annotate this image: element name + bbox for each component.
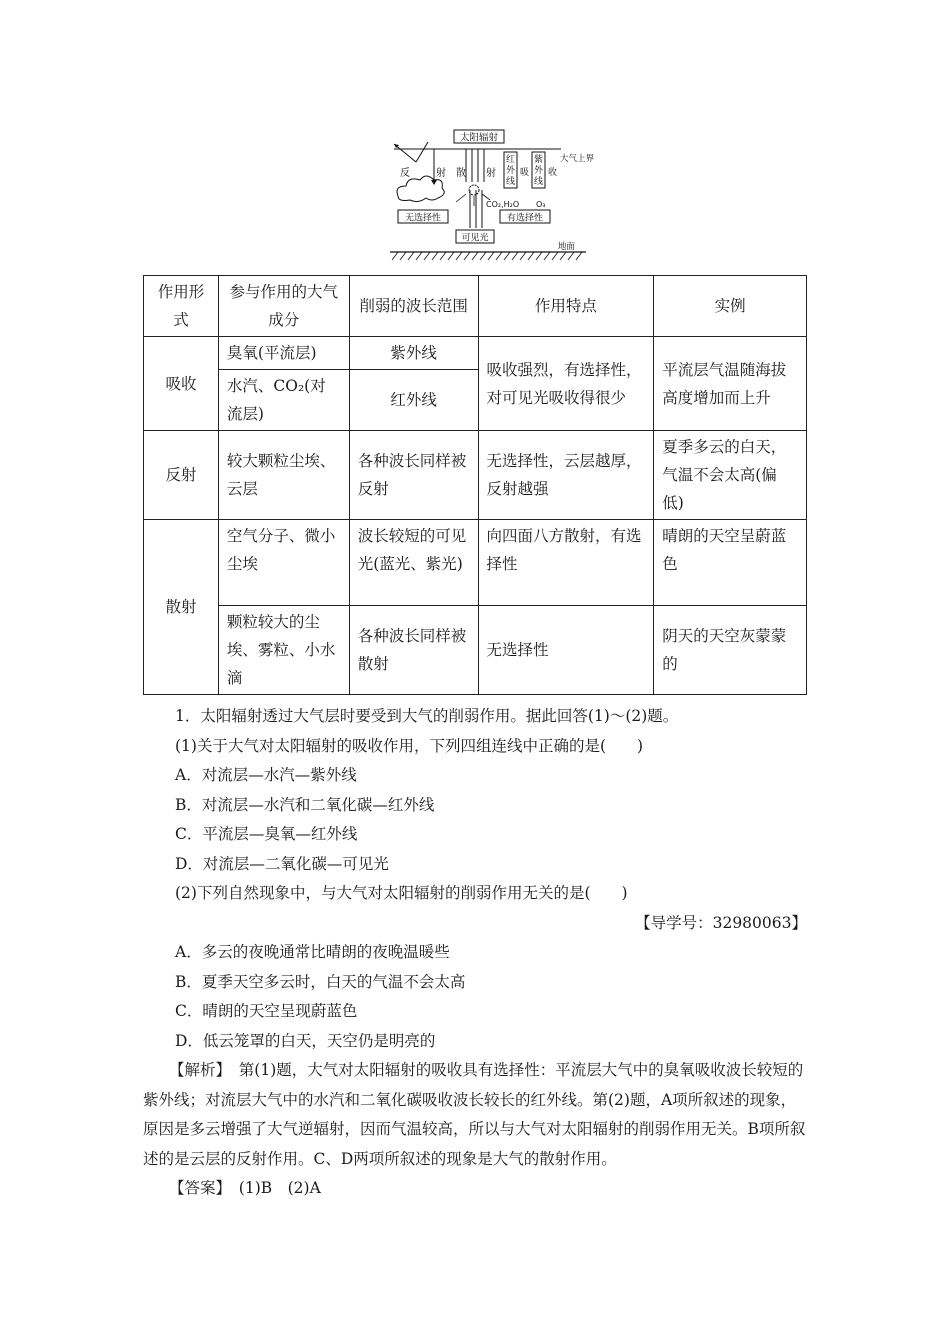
ground-hatch [392,252,582,260]
question-2: (2)下列自然现象中，与大气对太阳辐射的削弱作用无关的是( ) [175,884,628,902]
attenuation-table [143,275,807,695]
absorb-label-2: 收 [548,168,558,178]
scatter-label-1: 散 [456,168,466,179]
o3-label: O₃ [536,200,546,209]
svg-text:红: 红 [505,155,516,165]
scatter-wave-1: 波长较短的可见光(蓝光、紫光) [349,520,478,606]
question-stem: 1．太阳辐射透过大气层时要受到大气的削弱作用。据此回答(1)～(2)题。 [175,707,679,725]
scatter-example-1: 晴朗的天空呈蔚蓝色 [654,520,807,606]
absorb-comp-2: 水汽、CO₂(对流层) [218,370,349,431]
svg-text:紫: 紫 [533,155,544,165]
visible-label: 可见光 [461,233,489,244]
q1-option-a: A．对流层—水汽—紫外线 [175,766,357,784]
q2-option-c: C．晴朗的天空呈现蔚蓝色 [175,1002,358,1020]
question-1: (1)关于大气对太阳辐射的吸收作用，下列四组连线中正确的是( ) [175,736,644,755]
absorb-form: 吸收 [144,337,219,431]
absorb-wave-2: 红外线 [349,370,478,431]
header-feature: 作用特点 [478,276,654,337]
reflect-example: 夏季多云的白天，气温不会太高(偏低) [654,431,807,520]
table-row [144,431,807,520]
cloud-shape [397,176,444,202]
q1-option-c: C．平流层—臭氧—红外线 [175,825,358,843]
scatter-label-2: 射 [486,168,496,179]
header-wavelength: 削弱的波长范围 [349,276,478,337]
upper-atm-label: 大气上界 [560,154,595,164]
analysis-paragraph [143,1056,807,1174]
answer-paragraph [143,1174,807,1204]
q1-option-d: D．对流层—二氧化碳—可见光 [175,854,389,873]
reflect-wave: 各种波长同样被反射 [349,431,478,520]
scatter-comp-1: 空气分子、微小尘埃 [218,520,349,606]
absorb-label: 吸 [520,168,530,178]
scatter-form: 散射 [144,520,219,695]
reflect-label-1: 反 [400,168,410,179]
non-selective-label: 无选择性 [404,213,442,224]
svg-text:外: 外 [533,166,544,176]
svg-text:线: 线 [505,177,516,187]
q1-option-b: B．对流层—水汽和二氧化碳—红外线 [175,795,435,814]
selective-label: 有选择性 [506,213,544,224]
absorb-wave-1: 紫外线 [349,337,478,370]
scatter-comp-2: 颗粒较大的尘埃、雾粒、小水滴 [218,606,349,695]
scatter-wave-2: 各种波长同样被散射 [349,606,478,695]
absorb-comp-1: 臭氧(平流层) [218,337,349,370]
scatter-feature-1: 向四面八方散射，有选择性 [478,520,654,606]
svg-text:外: 外 [505,166,516,176]
guide-number: 【导学号：32980063】 [635,913,807,932]
analysis-label: 【解析】 [169,1061,224,1079]
header-example: 实例 [654,276,807,337]
reflect-label-2: 射 [436,168,446,179]
answer-label: 【答案】 [169,1179,224,1197]
analysis-text: 第(1)题，大气对太阳辐射的吸收具有选择性：平流层大气中的臭氧吸收波长较短的紫外线；对流层大气中的水汽和二氧化碳吸收波长较长的红外线。第(2)题，A项所叙述的现象，原因是多云增强了大气逆辐射，因而气温较高，所以与大气对太阳辐射的削弱作用无关。B项所叙述的是云层的反射作用。C、D两项所叙述的现象是大气的散射作用。 [143,1061,806,1168]
absorb-feature: 吸收强烈，有选择性，对可见光吸收得很少 [478,337,654,431]
ground-label: 地面 [558,242,576,252]
co2h2o-label: CO₂,H₂O [486,200,520,209]
reflect-form: 反射 [144,431,219,520]
table-row [144,520,807,606]
table-row [144,337,807,370]
absorb-example: 平流层气温随海拔高度增加而上升 [654,337,807,431]
q2-option-a: A．多云的夜晚通常比晴朗的夜晚温暖些 [175,943,450,961]
reflect-comp: 较大颗粒尘埃、云层 [218,431,349,520]
scatter-example-2: 阴天的天空灰蒙蒙的 [654,606,807,695]
table-row [144,606,807,695]
table-header-row [144,276,807,337]
header-component: 参与作用的大气成分 [218,276,349,337]
q2-option-b: B．夏季天空多云时，白天的气温不会太高 [175,972,466,991]
svg-text:线: 线 [533,177,544,187]
header-form: 作用形式 [144,276,219,337]
solar-label: 太阳辐射 [459,132,499,144]
scatter-feature-2: 无选择性 [478,606,654,695]
reflect-feature: 无选择性，云层越厚，反射越强 [478,431,654,520]
question-section [143,702,807,1204]
answer-text: (1)B (2)A [238,1179,321,1197]
solar-radiation-diagram [386,128,596,264]
q2-option-d: D．低云笼罩的白天，天空仍是明亮的 [175,1031,436,1050]
